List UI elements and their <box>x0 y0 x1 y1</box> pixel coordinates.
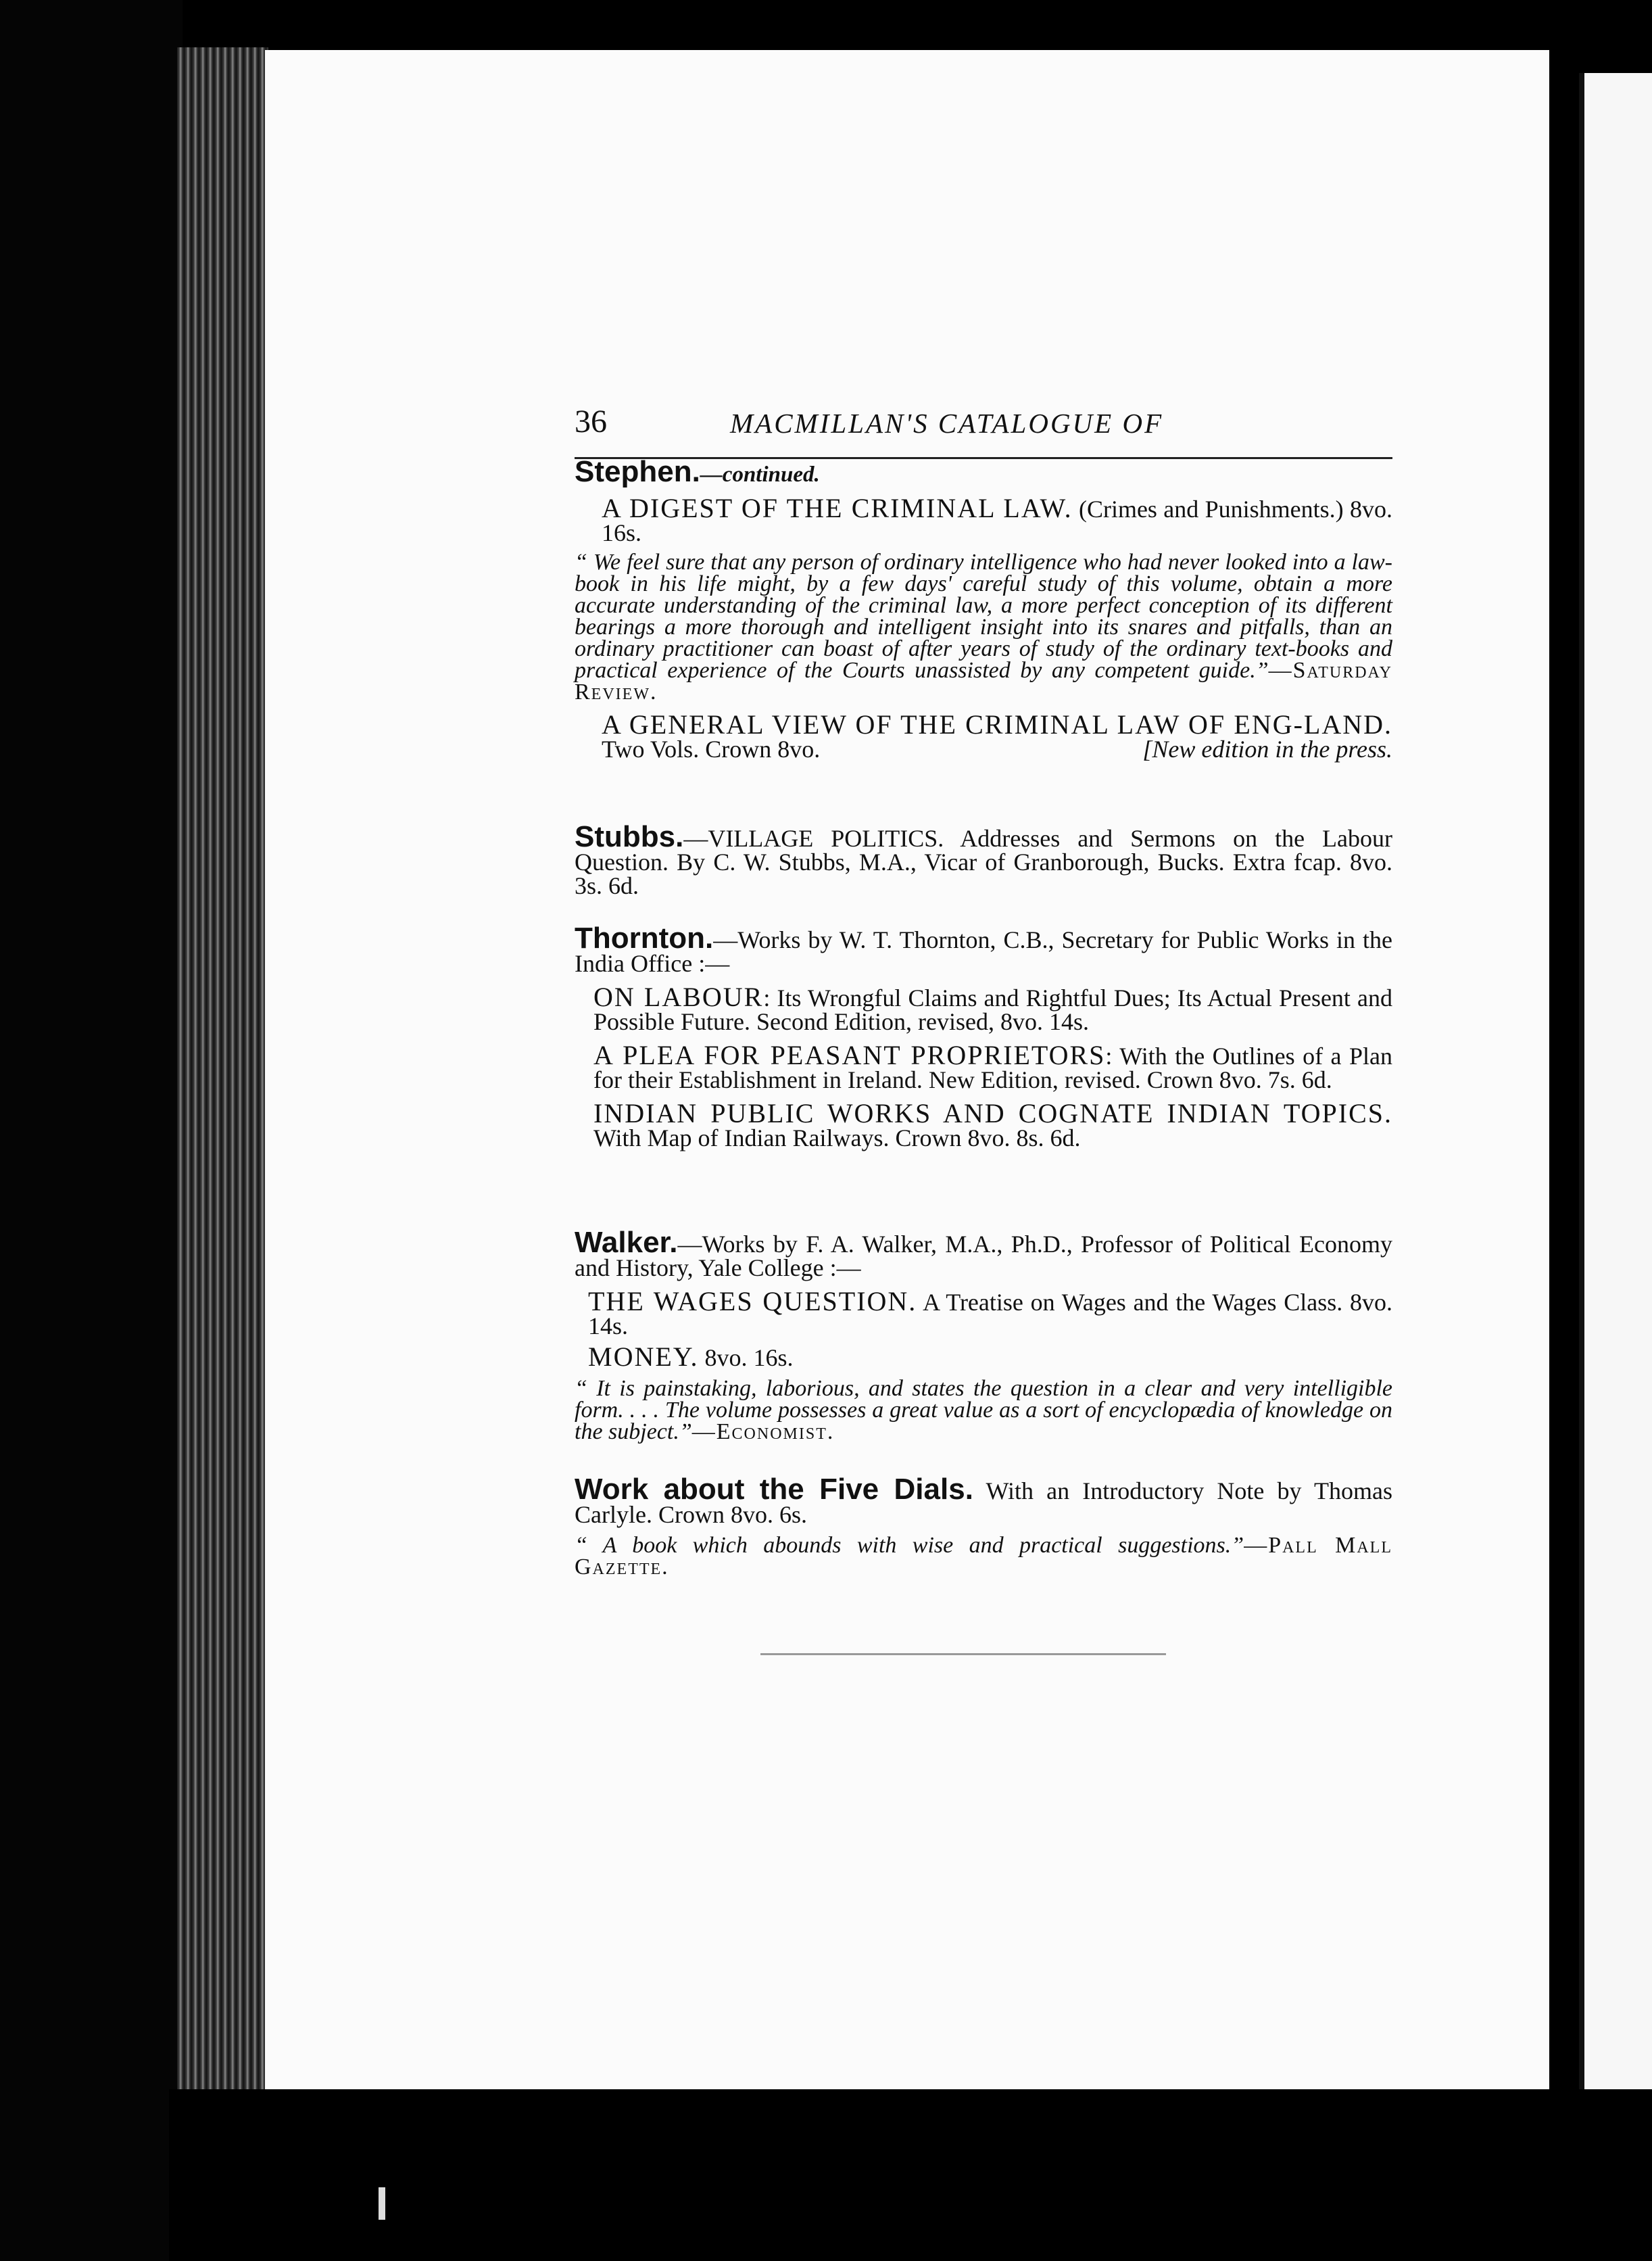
quote-text: “ A book which abounds with wise and practical suggestions.” <box>575 1533 1244 1558</box>
review-quote <box>575 1535 1392 1578</box>
facing-page-edge <box>1579 73 1652 2095</box>
quote-text: “ It is painstaking, laborious, and states the question in a clear and very intelligible form. . . . The volume possesses a great value as a sort of encyclopædia of knowledge on the subject.” <box>575 1376 1392 1444</box>
work-details: 8vo. 16s. <box>704 1344 794 1371</box>
entry-five-dials <box>575 1473 1393 1579</box>
quote-text: “ We feel sure that any person of ordinary intelligence who had never looked into a law-book in his life might, by a few days' careful study of this volume, obtain a more accurate understanding of the criminal law, a more perfect conception of its different bearings a more thorough and intelligent insight into its snares and pitfalls, than an ordinary practitioner can boast of after years of study of the ordinary text-books and practical experience of the Courts unassisted by any competent guide.” <box>575 550 1392 683</box>
work-details: A Treatise on Wages and the Wages Class. 8vo. 14s. <box>588 1289 1392 1339</box>
entry-thornton <box>575 922 1392 1151</box>
author-name: Thornton. <box>575 922 714 955</box>
author-name: Walker. <box>575 1226 678 1259</box>
work-item <box>575 1286 1392 1339</box>
work-item <box>575 1098 1392 1151</box>
review-quote <box>575 552 1392 703</box>
entry-walker <box>575 1226 1392 1444</box>
work-title: A GENERAL VIEW OF THE CRIMINAL LAW OF ENG-LAND. <box>602 709 1392 740</box>
work-name: Work about the Five Dials. <box>575 1473 973 1506</box>
work-details: With Map of Indian Railways. Crown 8vo. 8s. 6d. <box>593 1124 1081 1151</box>
work-title: ON LABOUR <box>593 982 764 1012</box>
entry-stubbs <box>575 820 1392 899</box>
review-quote <box>575 1378 1392 1443</box>
scan-bottom-background <box>169 2089 1652 2261</box>
entry-text: —Works by W. T. Thornton, C.B., Secretary for Public Works in the India Office :— <box>575 926 1392 977</box>
entry-text: With an Introductory Note by Thomas Carlyle. Crown 8vo. 6s. <box>575 1477 1392 1528</box>
book-spine-edge <box>177 47 268 2089</box>
work-item <box>575 982 1392 1035</box>
work-details: Two Vols. Crown 8vo. <box>602 736 821 763</box>
author-name: Stubbs. <box>575 820 684 853</box>
entry-text: —Works by F. A. Walker, M.A., Ph.D., Professor of Political Economy and History, Yale College :— <box>575 1231 1392 1281</box>
work-item <box>575 709 1392 763</box>
section-end-rule <box>760 1653 1166 1655</box>
author-name: Stephen. <box>575 455 700 488</box>
work-item <box>575 1040 1392 1093</box>
entry-stephen <box>575 455 1392 763</box>
work-title: A DIGEST OF THE CRIMINAL LAW. <box>602 493 1073 523</box>
scan-left-background <box>0 0 183 2261</box>
work-item <box>575 1341 1392 1372</box>
work-title: A PLEA FOR PEASANT PROPRIETORS <box>593 1040 1106 1070</box>
work-details: : Its Wrongful Claims and Rightful Dues; Its Actual Present and Possible Future. Second Edition, revised, 8vo. 14s. <box>593 984 1392 1035</box>
work-item <box>575 493 1392 546</box>
quote-source: —Economist. <box>691 1419 835 1444</box>
work-details: (Crimes and Punishments.) 8vo. 16s. <box>602 496 1392 546</box>
scan-mark <box>379 2187 385 2220</box>
work-title: INDIAN PUBLIC WORKS AND COGNATE INDIAN TOPICS. <box>593 1098 1392 1128</box>
work-title: THE WAGES QUESTION. <box>588 1286 917 1316</box>
page-header <box>575 396 1392 459</box>
page-number: 36 <box>575 404 607 439</box>
running-head: MACMILLAN'S CATALOGUE OF <box>730 408 1164 439</box>
entry-text: —VILLAGE POLITICS. Addresses and Sermons on the Labour Question. By C. W. Stubbs, M.A., Vicar of Granborough, Bucks. Extra fcap. 8vo. 3s. 6d. <box>575 825 1392 899</box>
quote-source: —Saturday Review. <box>575 658 1392 705</box>
work-details: : With the Outlines of a Plan for their Establishment in Ireland. New Edition, revised. Crown 8vo. 7s. 6d. <box>593 1043 1392 1093</box>
quote-source: —Pall Mall Gazette. <box>575 1533 1393 1579</box>
edition-note: [New edition in the press. <box>1142 736 1392 763</box>
continued-label: —continued. <box>700 462 820 487</box>
work-title: MONEY. <box>588 1341 699 1372</box>
